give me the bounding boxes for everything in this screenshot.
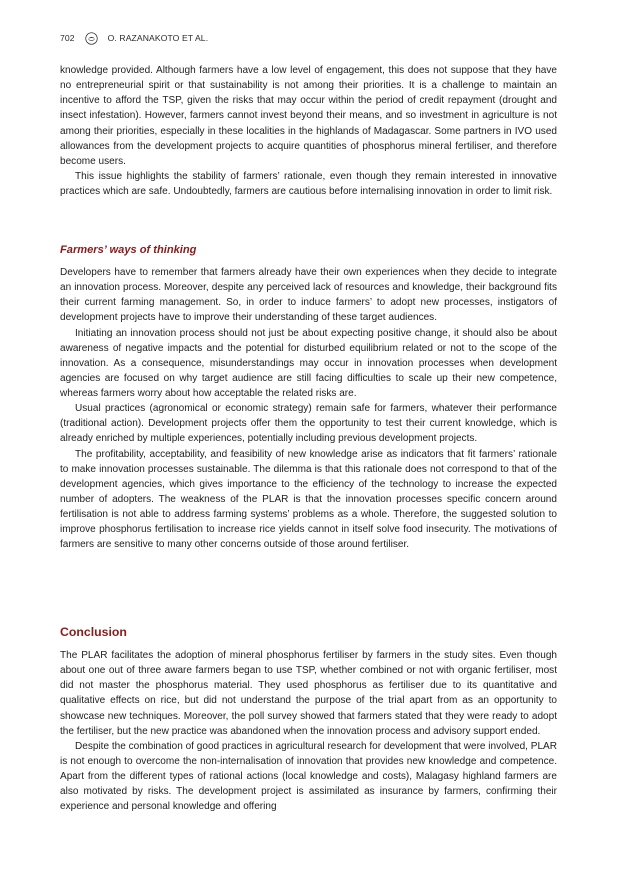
section-heading: Conclusion — [60, 625, 127, 639]
paragraph: This issue highlights the stability of farmers’ rationale, even though they remain interested in innovative practices which are safe. Undoubtedly, farmers are cautious before internalising innovation in order to limit risk. — [60, 170, 557, 197]
paragraph: Developers have to remember that farmers already have their own experiences when they decide to integrate an innovation process. Moreover, despite any perceived lack of resources and knowledge, their background fits their current farming management. So, in order to induce farmers’ to adopt new processes, instigators of development projects have to improve their understanding of these target audiences. — [60, 267, 557, 324]
paragraph: Usual practices (agronomical or economic strategy) remain safe for farmers, whatever their performance (traditional action). Development projects offer them the opportunity to test their current knowledge, which is already enriched by multiple experiences, potentially including previous development projects. — [60, 403, 557, 445]
paragraph: The PLAR facilitates the adoption of mineral phosphorus fertiliser by farmers in the study sites. Even though about one out of three aware farmers began to use TSP, whether combined or not with organic fertiliser, most did not master the phosphorus material. They used phosphorus as fertiliser due to its quantitative and qualitative effects on rice, but did not understand the purpose of the trial apart from as an opportunity to showcase new techniques. Moreover, the poll survey showed that farmers stated that they were ready to adopt the fertiliser, but the new practice was abandoned when the innovation process and advisory support ended. — [60, 650, 557, 737]
paragraph: Despite the combination of good practices in agricultural research for development that were involved, PLAR is not enough to overcome the non-internalisation of innovation that provides new knowledge and competence. Apart from the different types of rational actions (local knowledge and costs), Malagasy highland farmers are also motivated by risks. The development project is assimilated as insurance by farmers, confirming their experience and personal knowledge and offering — [60, 740, 557, 813]
paragraph: knowledge provided. Although farmers have a low level of engagement, this does not suppose that they have no entrepreneurial spirit or that sustainability is not among their priorities. It is a challenge to maintain an incentive to afford the TSP, given the risks that may occur within the period of credit repayment (drought and insect infestation). However, farmers cannot invest beyond their means, and so investment in agriculture is not among their priorities, especially in these localities in the highlands of Madagascar. Some partners in IVO used allowances from the development projects to acquire quantities of phosphorus mineral fertiliser, and therefore become users. — [60, 65, 557, 167]
publisher-logo-icon — [85, 32, 98, 45]
section-heading: Farmers’ ways of thinking — [60, 244, 197, 256]
farmers-section-heading-block — [60, 243, 557, 257]
paragraph: Initiating an innovation process should not just be about expecting positive change, it should also be about awareness of negative impacts and the potential for disturbed equilibrium related or not to the scope of the innovation. As a consequence, misunderstandings may occur in innovation processes when development agencies are focused on why target audience are still facing difficulties to scale up their new competence, whereas farmers worry about how acceptable the related risks are. — [60, 327, 557, 399]
running-header — [60, 31, 208, 45]
running-head-authors: O. RAZANAKOTO ET AL. — [107, 33, 209, 43]
farmers-section-body — [60, 265, 557, 552]
conclusion-section-body — [60, 648, 557, 814]
page-number: 702 — [60, 33, 75, 43]
top-text-block — [60, 63, 557, 199]
paragraph: The profitability, acceptability, and feasibility of new knowledge arise as indicators that fit farmers’ rationale to make innovation processes sustainable. The dilemma is that this rationale does not correspond to that of the development agencies, which gives importance to the efficiency of the technology to increase the expected number of adopters. The weakness of the PLAR is that the innovation processes specific concern around fertilisation is not able to address farming systems’ problems as a whole. Therefore, the suggested solution to improve phosphorus fertilisation to increase rice yields cannot in itself solve food insecurity. The motivations of farmers are sensitive to many other concerns outside of those around fertiliser. — [60, 448, 557, 551]
conclusion-heading-block — [60, 625, 557, 640]
